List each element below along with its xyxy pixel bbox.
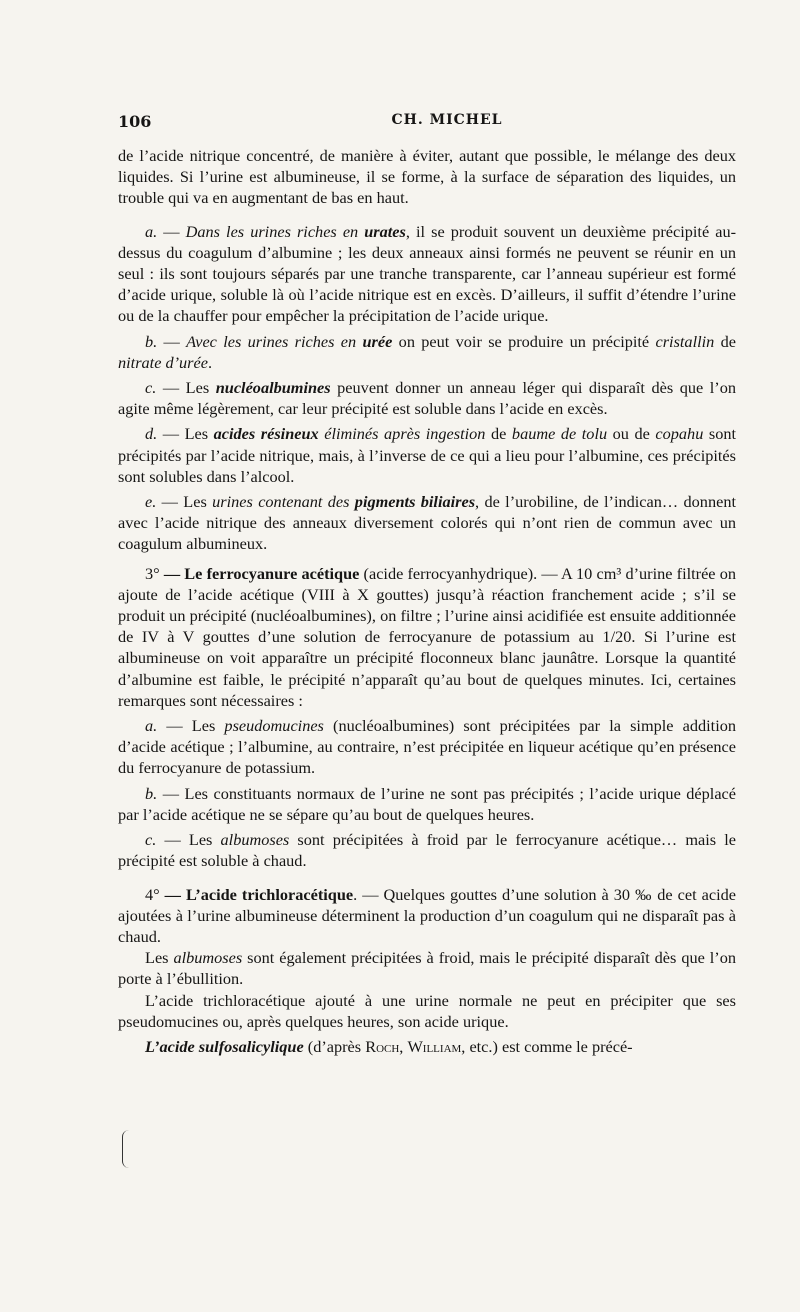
paragraph-urine-normale: L’acide trichloracétique ajouté à une urine normale ne peut en précipiter que ses pseudomucines ou, après quelques heures, son acide urique. (118, 990, 736, 1031)
paragraph-c-nucleoalbumines: c. — Les nucléoalbumines peuvent donner un anneau léger qui disparaît dès que l’on agite même légèrement, car leur précipité est soluble dans l’acide en excès. (118, 378, 737, 419)
paragraph-b-uree: b. — Avec les urines riches en urée on peut voir se produire un précipité cristallin de nitrate d’urée. (118, 331, 736, 372)
page-header (118, 112, 736, 134)
paragraph-3c-albumoses: c. — Les albumoses sont précipitées à froid par le ferrocyanure acétique… mais le précipité est soluble à chaud. (118, 830, 736, 871)
paragraph-3a-pseudomucines: a. — Les pseudomucines (nucléoalbumines) sont précipitées par la simple addition d’acide acétique ; l’albumine, au contraire, n’est précipitée en liqueur acétique qu’en présence du ferrocyanure de potassium. (118, 716, 736, 778)
paragraph-e-pigments: e. — Les urines contenant des pigments biliaires, de l’urobiline, de l’indican… donnent avec l’acide nitrique des anneaux diversement colorés qui n’ont rien de commun avec un coagulum albumineux. (118, 492, 736, 554)
paragraph-albumoses-froid: Les albumoses sont également précipitées à froid, mais le précipité disparaît dès que l’on porte à l’ébullition. (118, 948, 736, 989)
paragraph-a-urates: a. — Dans les urines riches en urates, il se produit souvent un deuxième précipité au-dessus du coagulum d’albumine ; les deux anneaux ainsi formés ne peuvent se réunir en un seul : ils sont toujours séparés par une tranche transparente, car l’anneau supérieur est formé d’acide urique, soluble là où l’acide nitrique est en excès. D’ailleurs, il suffit d’étendre l’urine ou de la chauffer pour empêcher la précipitation de l’acide urique. (118, 221, 737, 326)
paragraph-4-trichloracetique: 4° — L’acide trichloracétique. — Quelques gouttes d’une solution à 30 ‰ de cet acide ajoutées à l’urine albumineuse déterminent la production d’un coagulum qui ne disparaît pas à chaud. (118, 884, 736, 946)
running-head: CH. MICHEL (391, 112, 503, 128)
paragraph-intro: de l’acide nitrique concentré, de manière à éviter, autant que possible, le mélange des deux liquides. Si l’urine est albumineuse, il se forme, à la surface de séparation des liquides, un trouble qui va en augmentant de bas en haut. (118, 146, 736, 208)
body-text (118, 145, 736, 1057)
paragraph-sulfosalicylique: L’acide sulfosalicylique (d’après Roch, William, etc.) est comme le précé- (145, 1036, 633, 1056)
page-number: 106 (118, 112, 152, 131)
paragraph-3-ferrocyanure: 3° — Le ferrocyanure acétique (acide ferrocyanhydrique). — A 10 cm³ d’urine filtrée on ajoute de l’acide acétique (VIII à X gouttes) jusqu’à réaction franchement acide ; s’il se produit un précipité (nucléoalbumines), on filtre ; l’urine ainsi acidifiée est ensuite additionnée de IV à V gouttes d’une solution de ferrocyanure de potassium au 1/20. Si l’urine est albumineuse on voit apparaître un précipité floconneux blanc jaunâtre. Lorsque la quantité d’albumine est faible, le précipité n’apparaît qu’au bout de quelques minutes. Ici, certaines remarques sont nécessaires : (118, 563, 736, 710)
paragraph-3b-constituants: b. — Les constituants normaux de l’urine ne sont pas précipités ; l’acide urique déplacé par l’acide acétique ne se sépare qu’au bout de quelques heures. (118, 783, 736, 824)
paragraph-d-acides-resineux: d. — Les acides résineux éliminés après ingestion de baume de tolu ou de copahu sont précipités par l’acide nitrique, mais, à l’inverse de ce qui a lieu pour l’albumine, ces précipités sont solubles dans l’alcool. (118, 424, 737, 486)
margin-bracket-mark (122, 1130, 131, 1168)
